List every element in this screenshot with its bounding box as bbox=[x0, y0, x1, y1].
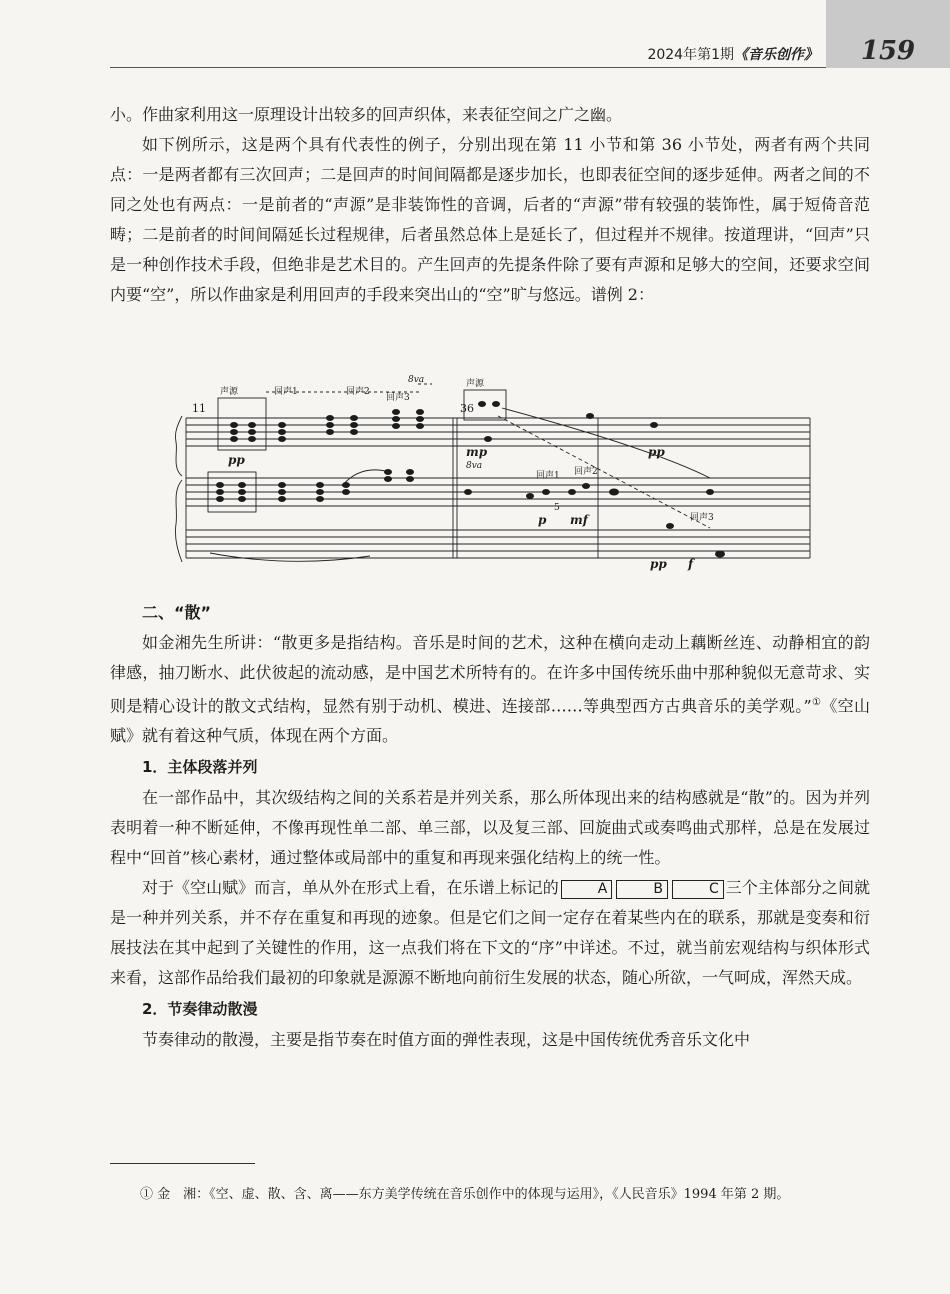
label-source-b: 声源 bbox=[466, 379, 485, 389]
running-head bbox=[647, 44, 818, 64]
form-text-a: 对于《空山赋》而言，单从外在形式上看，在乐谱上标记的 bbox=[142, 878, 559, 898]
journal-title: 《音乐创作》 bbox=[734, 47, 818, 63]
issue-label: 2024年第1期 bbox=[647, 47, 734, 63]
top-text bbox=[110, 100, 870, 310]
ottava-a: 8va bbox=[408, 375, 425, 385]
footnote-mark: ① bbox=[811, 697, 822, 708]
section-box-a: A bbox=[561, 880, 613, 899]
chords-middle bbox=[216, 469, 414, 502]
measure-number-36: 36 bbox=[460, 402, 474, 415]
section-box-c: C bbox=[672, 880, 724, 899]
subheading-rhythm: 2．节奏律动散漫 bbox=[142, 1000, 258, 1019]
chords-upper bbox=[230, 409, 424, 442]
section-heading-san: 二、“散” bbox=[142, 603, 212, 622]
score-example-2 bbox=[170, 368, 830, 588]
dynamic-f: f bbox=[688, 557, 694, 571]
label-echo1-a: 回声1 bbox=[274, 387, 298, 397]
measure-number-11: 11 bbox=[192, 402, 206, 415]
footnote: ① 金 湘：《空、虚、散、含、离——东方美学传统在音乐创作中的体现与运用》，《人民音乐》1994 年第 2 期。 bbox=[140, 1187, 790, 1202]
section-two bbox=[110, 598, 870, 1055]
paragraph-rhythm: 节奏律动的散漫，主要是指节奏在时值方面的弹性表现，这是中国传统优秀音乐文化中 bbox=[142, 1030, 751, 1050]
paragraph-echo-examples: 如下例所示，这是两个具有代表性的例子，分别出现在第 11 小节和第 36 小节处，两者有两个共同点：一是两者都有三次回声；二是回声的时间间隔都是逐步加长，也即表征空间的逐步延伸。两者之间的不同之处也有两点：一是前者的“声源”是非装饰性的音调，后者的“声源”带有较强的装饰性，属于短倚音范畴；二是前者的时间间隔延长过程规律，后者虽然总体上是延长了，但过程并不规律。按道理讲，“回声”只是一种创作技术手段，但绝非是艺术目的。产生回声的先提条件除了要有声源和足够大的空间，还要求空间内要“空”，所以作曲家是利用回声的手段来突出山的“空”旷与悠远。谱例 2： bbox=[110, 135, 870, 304]
page-number: 159 bbox=[860, 36, 916, 66]
dynamic-mf: mf bbox=[570, 513, 588, 527]
dynamic-pp-b: pp bbox=[648, 445, 665, 459]
tuplet-five: 5 bbox=[554, 503, 560, 513]
form-text-b: 三个主体部分之间就是一种并列关系，并不存在重复和再现的迹象。但是它们之间一定存在着某些内在的联系，那就是变奏和衍展技法在其中起到了关键性的作用，这一点我们将在下文的“序”中详述。不过，就当前宏观结构与织体形式来看，这部作品给我们最初的印象就是源源不断地向前衍生发展的状态，随心所欲，一气呵成，浑然天成。 bbox=[110, 878, 870, 988]
label-source-a: 声源 bbox=[220, 387, 239, 397]
page-number-tab bbox=[826, 0, 950, 68]
ottava-b: 8va bbox=[466, 461, 483, 471]
paragraph-continuation: 小。作曲家利用这一原理设计出较多的回声织体，来表征空间之广之幽。 bbox=[110, 105, 623, 124]
dynamic-mp: mp bbox=[466, 445, 488, 459]
label-echo2-b: 回声2 bbox=[574, 467, 598, 477]
footnote-rule bbox=[110, 1163, 255, 1164]
label-echo3-b: 回声3 bbox=[690, 513, 714, 523]
dynamic-p: p bbox=[538, 513, 547, 527]
label-echo2-a: 回声2 bbox=[346, 387, 370, 397]
quote-text: 如金湘先生所讲：“散更多是指结构。音乐是时间的艺术，这种在横向走动上藕断丝连、动静相宜的韵律感，抽刀断水、此伏彼起的流动感，是中国艺术所特有的。在许多中国传统乐曲中那种貌似无意苛求、实则是精心设计的散文式结构，显然有别于动机、模进、连接部……等典型西方古典音乐的美学观。” bbox=[110, 633, 870, 716]
quote-tail: 《空山赋》就有着这种气质，体现在两个方面。 bbox=[110, 696, 871, 746]
paragraph-parallel-structure: 在一部作品中，其次级结构之间的关系若是并列关系，那么所体现出来的结构感就是“散”的。因为并列表明着一种不断延伸，不像再现性单二部、单三部，以及复三部、回旋曲式或奏鸣曲式那样，总是在发展过程中“回首”核心素材，通过整体或局部中的重复和再现来强化结构上的统一性。 bbox=[110, 788, 870, 868]
subheading-parallel-sections: 1．主体段落并列 bbox=[142, 758, 258, 777]
paragraph-kongshanfu-form bbox=[110, 873, 870, 993]
header-rule bbox=[110, 67, 826, 68]
dynamic-pp-a: pp bbox=[228, 453, 245, 467]
section-box-b: B bbox=[616, 880, 668, 899]
paragraph-jin-xiang-quote bbox=[110, 628, 870, 751]
label-echo3-a: 回声3 bbox=[386, 393, 410, 403]
label-echo1-b: 回声1 bbox=[536, 471, 560, 481]
dynamic-pp-c: pp bbox=[650, 557, 667, 571]
